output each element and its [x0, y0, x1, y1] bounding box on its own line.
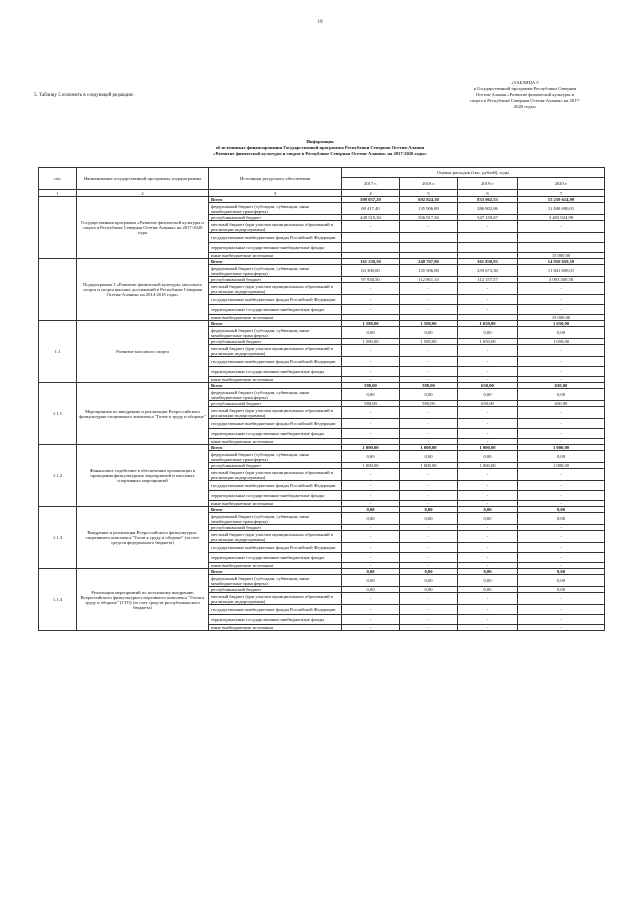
funding-source: федеральный бюджет (субсидии, субвенции, иные межбюджетные трансферты): [209, 265, 342, 277]
amount-cell: 0,00: [458, 327, 518, 339]
amount-cell: 0,00: [400, 575, 458, 587]
amount-cell: -: [458, 625, 518, 631]
funding-source: местный бюджет (при участии муниципальных образований в реализации подпрограммы): [209, 345, 342, 357]
funding-source: территориальные государственные внебюджетные фонды: [209, 553, 342, 563]
row-number: 1.1.3: [39, 507, 77, 569]
amount-cell: 1 000,00: [400, 445, 458, 451]
amount-cell: 1 000,00: [400, 463, 458, 469]
amount-cell: -: [400, 615, 458, 625]
amount-cell: 547 159,67: [458, 215, 518, 221]
amount-cell: 112 861,10: [400, 277, 458, 283]
funding-source: Всего: [209, 445, 342, 451]
amount-cell: [458, 233, 518, 243]
info-line: «Развитие физической культуры и спорта в Республике Северная Осетия-Алания» на 2017-2020 годы»: [213, 151, 427, 156]
header-index: 1: [39, 190, 77, 197]
amount-cell: -: [518, 543, 605, 553]
amount-cell: -: [458, 345, 518, 357]
funding-source: государственные внебюджетные фонды Российской Федерации: [209, 357, 342, 367]
amount-cell: -: [400, 407, 458, 419]
page-number: 19: [317, 20, 323, 25]
amount-cell: 14 950 659,59: [518, 259, 605, 265]
header-index: 4: [342, 190, 400, 197]
amount-cell: -: [518, 283, 605, 295]
amount-cell: 1 000,00: [342, 445, 400, 451]
amount-cell: 1 650,00: [458, 339, 518, 345]
amount-cell: -: [458, 491, 518, 501]
amount-cell: -: [518, 407, 605, 419]
amount-cell: 0,00: [342, 569, 400, 575]
amount-cell: -: [342, 531, 400, 543]
amount-cell: 556 917,56: [400, 215, 458, 221]
amount-cell: -: [400, 481, 458, 491]
amount-cell: 0,00: [400, 587, 458, 593]
amount-cell: -: [400, 625, 458, 631]
funding-source: Всего: [209, 197, 342, 203]
amount-cell: -: [342, 377, 400, 383]
amount-cell: -: [518, 305, 605, 315]
amount-cell: 0,00: [458, 587, 518, 593]
amount-cell: 580,00: [400, 383, 458, 389]
funding-source: иные внебюджетные источники: [209, 625, 342, 631]
amount-cell: 0,00: [518, 389, 605, 401]
caption-line: «ТАБЛИЦА 5: [511, 80, 539, 85]
amount-cell: -: [342, 305, 400, 315]
amount-cell: 1 000,00: [518, 463, 605, 469]
amount-cell: -: [518, 221, 605, 233]
funding-source: Всего: [209, 383, 342, 389]
amount-cell: 0,00: [400, 389, 458, 401]
amount-cell: 650,00: [458, 401, 518, 407]
amount-cell: -: [342, 439, 400, 445]
amount-cell: -: [342, 283, 400, 295]
header-name: Наименование государственной программы, подпрограммы: [77, 168, 209, 190]
amount-cell: 11 841 690,01: [518, 265, 605, 277]
amount-cell: 0,00: [342, 513, 400, 525]
amount-cell: -: [458, 367, 518, 377]
amount-cell: 0,00: [518, 587, 605, 593]
header-index: 6: [458, 190, 518, 197]
amount-cell: -: [400, 221, 458, 233]
amount-cell: 0,00: [400, 513, 458, 525]
amount-cell: -: [400, 305, 458, 315]
funding-source: федеральный бюджет (субсидии, субвенции, иные межбюджетные трансферты): [209, 389, 342, 401]
amount-cell: 650,00: [458, 383, 518, 389]
header-source: Источники ресурсного обеспечения: [209, 168, 342, 190]
funding-source: республиканский бюджет: [209, 215, 342, 221]
funding-source: республиканский бюджет: [209, 587, 342, 593]
table-body: [39, 197, 605, 631]
amount-cell: 15 259 614,99: [518, 197, 605, 203]
amount-cell: -: [458, 283, 518, 295]
amount-cell: 0,00: [518, 569, 605, 575]
amount-cell: 1 580,00: [342, 321, 400, 327]
funding-source: территориальные государственные внебюджетные фонды: [209, 367, 342, 377]
amount-cell: -: [458, 553, 518, 563]
amount-cell: -: [342, 501, 400, 507]
info-line: об источниках финансирования Государственной программы Республики Северная Осетия-Алания: [215, 145, 425, 150]
amount-cell: -: [518, 605, 605, 615]
amount-cell: 0,00: [342, 451, 400, 463]
amount-cell: 112 157,57: [458, 277, 518, 283]
amount-cell: 1 000,00: [518, 445, 605, 451]
amount-cell: -: [400, 377, 458, 383]
header-num: п/п: [39, 168, 77, 190]
amount-cell: 11 840 690,01: [518, 203, 605, 215]
header-year: 2019 г.: [458, 178, 518, 190]
amount-cell: -: [458, 439, 518, 445]
amount-cell: -: [458, 305, 518, 315]
amount-cell: -: [400, 295, 458, 305]
amount-cell: 0,00: [342, 507, 400, 513]
amount-cell: -: [400, 553, 458, 563]
funding-source: территориальные государственные внебюджетные фонды: [209, 243, 342, 253]
amount-cell: -: [458, 419, 518, 429]
amount-cell: -: [458, 469, 518, 481]
amount-cell: -: [400, 469, 458, 481]
amount-cell: 580,00: [342, 383, 400, 389]
amount-cell: -: [342, 367, 400, 377]
funding-source: государственные внебюджетные фонды Российской Федерации: [209, 481, 342, 491]
header-year: 2018 г.: [400, 178, 458, 190]
funding-source: государственные внебюджетные фонды Российской Федерации: [209, 295, 342, 305]
amount-cell: -: [342, 357, 400, 367]
amount-cell: -: [518, 531, 605, 543]
amount-cell: -: [342, 615, 400, 625]
funding-source: республиканский бюджет: [209, 277, 342, 283]
amount-cell: 69 417,40: [342, 203, 400, 215]
caption-line: Осетия-Алания «Развитие физической культуры и: [475, 92, 575, 97]
amount-cell: -: [400, 419, 458, 429]
amount-cell: 0,00: [518, 451, 605, 463]
program-name: Финансовое содействие в обеспечении организации и проведения физкультурных мероприятий и массовых спортивных мероприятий: [77, 445, 209, 507]
funding-source: государственные внебюджетные фонды Российской Федерации: [209, 233, 342, 243]
amount-cell: 0,00: [342, 389, 400, 401]
funding-source: республиканский бюджет: [209, 463, 342, 469]
amount-cell: -: [458, 295, 518, 305]
amount-cell: -: [400, 543, 458, 553]
funding-source: республиканский бюджет: [209, 525, 342, 531]
amount-cell: 0,00: [458, 507, 518, 513]
funding-source: государственные внебюджетные фонды Российской Федерации: [209, 419, 342, 429]
header-year: 2017 г.: [342, 178, 400, 190]
program-name: Развитие массового спорта: [77, 321, 209, 383]
funding-source: федеральный бюджет (субсидии, субвенции, иные межбюджетные трансферты): [209, 327, 342, 339]
caption-line: к Государственной программе Республики Северная: [473, 86, 577, 91]
amount-cell: 692 824,30: [400, 197, 458, 203]
funding-source: местный бюджет (при участии муниципальных образований в реализации подпрограммы): [209, 283, 342, 295]
amount-cell: 97 930,50: [342, 277, 400, 283]
row-number: 1.1.4: [39, 569, 77, 631]
caption-line: спорта в Республике Северная Осетия-Алания» на 2017-: [469, 98, 581, 103]
amount-cell: -: [518, 377, 605, 383]
amount-cell: [342, 233, 400, 243]
row-number: [39, 259, 77, 321]
amount-cell: 1 580,00: [400, 339, 458, 345]
funding-source: федеральный бюджет (субсидии, субвенции, иные межбюджетные трансферты): [209, 513, 342, 525]
funding-source: иные внебюджетные источники: [209, 253, 342, 259]
amount-cell: [518, 243, 605, 253]
amount-cell: -: [458, 221, 518, 233]
amount-cell: -: [400, 367, 458, 377]
amount-cell: -: [342, 419, 400, 429]
amount-cell: -: [342, 625, 400, 631]
amount-cell: -: [342, 525, 400, 531]
amount-cell: 0,00: [458, 569, 518, 575]
amount-cell: -: [458, 481, 518, 491]
amount-cell: -: [342, 553, 400, 563]
amount-cell: 1 650,00: [458, 321, 518, 327]
amount-cell: 509 037,20: [342, 197, 400, 203]
program-name: Мероприятия по внедрению и реализации Всероссийского физкультурно-спортивного комплекса "Готов к труду и обороне": [77, 383, 209, 445]
amount-cell: 0,00: [518, 507, 605, 513]
amount-cell: 0,00: [458, 451, 518, 463]
amount-cell: 259 673,30: [458, 265, 518, 277]
amount-cell: -: [518, 419, 605, 429]
amount-cell: -: [458, 357, 518, 367]
info-heading: [120, 139, 520, 157]
caption-line: 2020 годы»: [514, 104, 536, 109]
amount-cell: 0,00: [400, 327, 458, 339]
amount-cell: 650,00: [518, 401, 605, 407]
funding-source: иные внебюджетные источники: [209, 563, 342, 569]
amount-cell: -: [342, 593, 400, 605]
row-number: 1.1.2: [39, 445, 77, 507]
amount-cell: -: [518, 439, 605, 445]
amount-cell: 0,00: [518, 327, 605, 339]
amount-cell: -: [342, 563, 400, 569]
amount-cell: -: [518, 367, 605, 377]
amount-cell: 833 962,53: [458, 197, 518, 203]
amount-cell: 3 403 924,98: [518, 215, 605, 221]
funding-source: территориальные государственные внебюджетные фонды: [209, 491, 342, 501]
amount-cell: [458, 243, 518, 253]
amount-cell: -: [342, 491, 400, 501]
amount-cell: 0,00: [518, 575, 605, 587]
row-number: 1.1.1: [39, 383, 77, 445]
funding-source: местный бюджет (при участии муниципальных образований в реализации подпрограммы): [209, 469, 342, 481]
funding-source: иные внебюджетные источники: [209, 377, 342, 383]
header-estimate: Оценка расходов (тыс. рублей), годы: [342, 168, 605, 178]
amount-cell: -: [458, 563, 518, 569]
amount-cell: -: [342, 295, 400, 305]
amount-cell: -: [518, 345, 605, 357]
amount-cell: 63 300,00: [342, 265, 400, 277]
row-number: [39, 197, 77, 259]
amount-cell: 580,00: [400, 401, 458, 407]
amount-cell: 15 000,00: [518, 315, 605, 321]
amount-cell: [518, 233, 605, 243]
amount-cell: -: [458, 543, 518, 553]
amount-cell: 0,00: [400, 507, 458, 513]
amount-cell: -: [458, 525, 518, 531]
amount-cell: -: [518, 295, 605, 305]
amount-cell: -: [342, 543, 400, 553]
amount-cell: -: [400, 605, 458, 615]
amount-cell: -: [400, 357, 458, 367]
amount-cell: 1 650,00: [518, 339, 605, 345]
amount-cell: -: [342, 221, 400, 233]
funding-source: иные внебюджетные источники: [209, 501, 342, 507]
header-index: 2: [77, 190, 209, 197]
amount-cell: 650,00: [518, 383, 605, 389]
amount-cell: 580,00: [342, 401, 400, 407]
financing-table: [38, 167, 605, 631]
amount-cell: 0,00: [342, 575, 400, 587]
funding-source: Всего: [209, 259, 342, 265]
header-index: 5: [400, 190, 458, 197]
funding-source: Всего: [209, 321, 342, 327]
funding-source: федеральный бюджет (субсидии, субвенции, иные межбюджетные трансферты): [209, 575, 342, 587]
amount-cell: 0,00: [342, 587, 400, 593]
funding-source: иные внебюджетные источники: [209, 315, 342, 321]
funding-source: территориальные государственные внебюджетные фонды: [209, 615, 342, 625]
funding-source: республиканский бюджет: [209, 401, 342, 407]
amount-cell: [342, 243, 400, 253]
amount-cell: -: [518, 491, 605, 501]
amount-cell: 440 510,30: [342, 215, 400, 221]
amount-cell: -: [458, 501, 518, 507]
program-name: Реализация мероприятий по поэтапному внедрению Всероссийского физкультурно-спортивного комплекса "Готов к труду и обороне" (ГТО) (за счет средств республиканского бюджета): [77, 569, 209, 631]
amount-cell: -: [342, 345, 400, 357]
amount-cell: -: [458, 593, 518, 605]
amount-cell: 361 830,93: [458, 259, 518, 265]
amount-cell: 0,00: [458, 513, 518, 525]
table-caption: [450, 80, 600, 110]
amount-cell: -: [400, 283, 458, 295]
amount-cell: -: [400, 593, 458, 605]
funding-source: республиканский бюджет: [209, 339, 342, 345]
intro-text: 5. Таблицу 5 изложить в следующей редакции:: [34, 93, 134, 98]
amount-cell: -: [400, 491, 458, 501]
amount-cell: -: [518, 593, 605, 605]
header-index: 7: [518, 190, 605, 197]
funding-source: территориальные государственные внебюджетные фонды: [209, 429, 342, 439]
amount-cell: -: [342, 605, 400, 615]
amount-cell: -: [458, 407, 518, 419]
program-name: Государственная программа «Развитие физической культуры и спорта в Республике Северная Осетия-Алания» на 2017-2020 годы: [77, 197, 209, 259]
amount-cell: -: [400, 345, 458, 357]
funding-source: территориальные государственные внебюджетные фонды: [209, 305, 342, 315]
amount-cell: -: [518, 469, 605, 481]
amount-cell: 135 906,80: [400, 265, 458, 277]
amount-cell: -: [342, 469, 400, 481]
funding-source: местный бюджет (при участии муниципальных образований в реализации подпрограммы): [209, 593, 342, 605]
amount-cell: -: [458, 377, 518, 383]
amount-cell: 0,00: [458, 575, 518, 587]
amount-cell: -: [400, 531, 458, 543]
amount-cell: 286 802,86: [458, 203, 518, 215]
program-name: Подпрограмма 1 «Развитие физической культуры, массового спорта и спорта высших достижений в Республике Северная Осетия-Алания» на 2014-2018 годы»: [77, 259, 209, 321]
amount-cell: 0,00: [400, 451, 458, 463]
amount-cell: [400, 243, 458, 253]
amount-cell: -: [400, 501, 458, 507]
funding-source: Всего: [209, 569, 342, 575]
amount-cell: 0,00: [518, 513, 605, 525]
funding-source: Всего: [209, 507, 342, 513]
amount-cell: -: [518, 357, 605, 367]
amount-cell: -: [342, 429, 400, 439]
amount-cell: -: [342, 481, 400, 491]
amount-cell: -: [518, 625, 605, 631]
amount-cell: -: [518, 501, 605, 507]
amount-cell: -: [518, 615, 605, 625]
amount-cell: 248 767,90: [400, 259, 458, 265]
amount-cell: 0,00: [400, 569, 458, 575]
funding-source: федеральный бюджет (субсидии, субвенции, иные межбюджетные трансферты): [209, 203, 342, 215]
amount-cell: -: [458, 605, 518, 615]
funding-source: местный бюджет (при участии муниципальных образований в реализации подпрограммы): [209, 407, 342, 419]
amount-cell: 0,00: [342, 327, 400, 339]
amount-cell: 15 000,00: [518, 253, 605, 259]
program-name: Внедрение и реализация Всероссийского физкультурно-спортивного комплекса "Готов к труду и обороне" (за счет средств федерального бюджета): [77, 507, 209, 569]
amount-cell: -: [518, 481, 605, 491]
amount-cell: -: [400, 429, 458, 439]
amount-cell: 3 093 369,58: [518, 277, 605, 283]
funding-source: местный бюджет (при участии муниципальных образований в реализации подпрограммы): [209, 531, 342, 543]
amount-cell: -: [458, 429, 518, 439]
amount-cell: -: [400, 439, 458, 445]
amount-cell: [400, 233, 458, 243]
amount-cell: -: [518, 563, 605, 569]
amount-cell: 1 580,00: [400, 321, 458, 327]
amount-cell: -: [458, 531, 518, 543]
amount-cell: -: [518, 525, 605, 531]
amount-cell: 1 000,00: [458, 463, 518, 469]
funding-source: местный бюджет (при участии муниципальных образований в реализации подпрограммы): [209, 221, 342, 233]
amount-cell: 1 650,00: [518, 321, 605, 327]
header-year: 2020 г.: [518, 178, 605, 190]
amount-cell: 1 000,00: [458, 445, 518, 451]
amount-cell: 135 906,80: [400, 203, 458, 215]
funding-source: государственные внебюджетные фонды Российской Федерации: [209, 543, 342, 553]
amount-cell: 0,00: [458, 389, 518, 401]
amount-cell: 161 230,50: [342, 259, 400, 265]
amount-cell: -: [400, 525, 458, 531]
amount-cell: -: [342, 407, 400, 419]
amount-cell: -: [518, 429, 605, 439]
header-index: 3: [209, 190, 342, 197]
funding-source: государственные внебюджетные фонды Российской Федерации: [209, 605, 342, 615]
amount-cell: 1 000,00: [342, 463, 400, 469]
amount-cell: 1 580,00: [342, 339, 400, 345]
row-number: 1.1: [39, 321, 77, 383]
amount-cell: -: [400, 563, 458, 569]
funding-source: иные внебюджетные источники: [209, 439, 342, 445]
info-line: Информация: [306, 139, 334, 144]
funding-source: федеральный бюджет (субсидии, субвенции, иные межбюджетные трансферты): [209, 451, 342, 463]
amount-cell: -: [518, 553, 605, 563]
amount-cell: -: [458, 615, 518, 625]
